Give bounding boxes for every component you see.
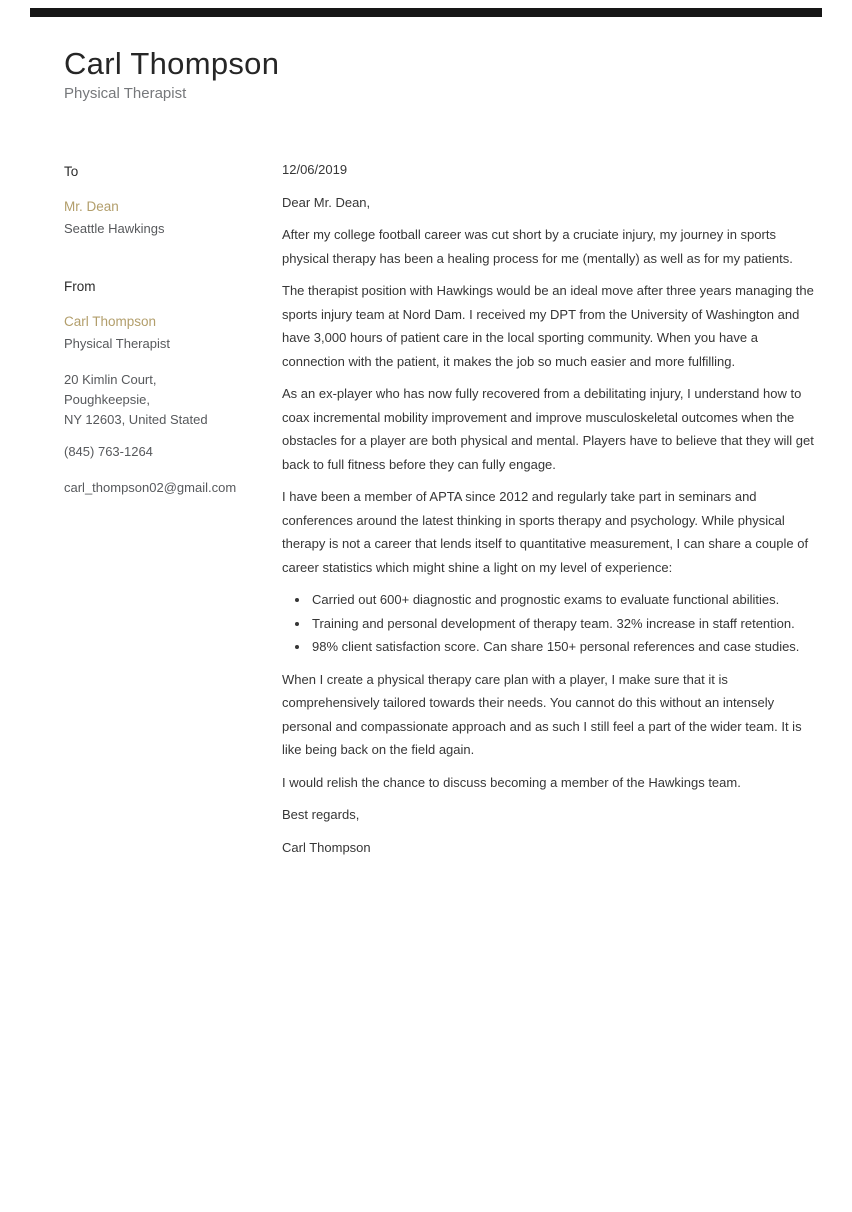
sender-job-title: Physical Therapist	[64, 336, 170, 351]
letter-body	[282, 158, 822, 859]
sender-email: carl_thompson02@gmail.com	[64, 480, 237, 495]
letter-paragraph: The therapist position with Hawkings would be an ideal move after three years managing the sports injury team at Nord Dam. I received my DPT from the University of Washington and have 3,000 hours of patient care in the local sporting community. When you have a connection with the patient, it makes the job so much easier and more fulfilling.	[282, 283, 814, 369]
letter-header	[64, 46, 792, 103]
letter-signoff: Best regards,	[282, 807, 360, 822]
sender-name: Carl Thompson	[64, 314, 157, 329]
recipient-company: Seattle Hawkings	[64, 221, 165, 236]
recipient-name: Mr. Dean	[64, 199, 119, 214]
letter-salutation: Dear Mr. Dean,	[282, 194, 371, 210]
letter-bullet-item: • 98% client satisfaction score. Can share 150+ personal references and case studies.	[310, 635, 822, 659]
cover-letter-page	[0, 8, 852, 1212]
recipient-section	[64, 162, 244, 239]
sender-address	[64, 370, 244, 430]
letter-paragraph: When I create a physical therapy care plan with a player, I make sure that it is comprehensively tailored towards their needs. You cannot do this without an intensely personal and compassionate approach and as such I still feel a part of the wider team. It is like being back on the field again.	[282, 671, 802, 757]
from-label: From	[64, 279, 96, 294]
address-line-1: 20 Kimlin Court, Poughkeepsie,	[64, 372, 157, 407]
header-job-title: Physical Therapist	[64, 85, 187, 102]
sidebar-contact-info	[64, 162, 244, 859]
letter-date: 12/06/2019	[282, 162, 348, 177]
sender-phone: (845) 763-1264	[64, 444, 153, 459]
top-accent-bar	[30, 8, 822, 17]
letter-paragraph: As an ex-player who has now fully recovered from a debilitating injury, I understand how to coax incremental mobility improvement and improve musculoskeletal outcomes when the obstacles for a player are both physical and mental. Players have to believe that they will get back to full fitness before they can fully engage.	[282, 386, 814, 472]
letter-signature: Carl Thompson	[282, 839, 371, 855]
letter-paragraph: I have been a member of APTA since 2012 and regularly take part in seminars and conferences around the latest thinking in sports therapy and psychology. While physical therapy is not a career that lends itself to quantitative measurement, I can share a couple of career statistics which might shine a light on my level of experience:	[282, 489, 809, 575]
letter-columns	[64, 162, 822, 859]
letter-closing-paragraphs	[282, 668, 822, 795]
page-title: Carl Thompson	[64, 46, 280, 81]
letter-paragraphs	[282, 223, 822, 579]
sender-section	[64, 277, 244, 498]
letter-paragraph: After my college football career was cut short by a cruciate injury, my journey in sports physical therapy has been a healing process for me (mentally) as well as for my patients.	[282, 227, 793, 266]
letter-bullet-item: • Carried out 600+ diagnostic and prognostic exams to evaluate functional abilities.	[310, 588, 822, 612]
to-label: To	[64, 164, 79, 179]
letter-paragraph: I would relish the chance to discuss becoming a member of the Hawkings team.	[282, 774, 741, 790]
letter-bullet-list	[282, 588, 822, 659]
address-line-2: NY 12603, United Stated	[64, 412, 208, 427]
letter-bullet-item: • Training and personal development of therapy team. 32% increase in staff retention.	[310, 612, 822, 636]
